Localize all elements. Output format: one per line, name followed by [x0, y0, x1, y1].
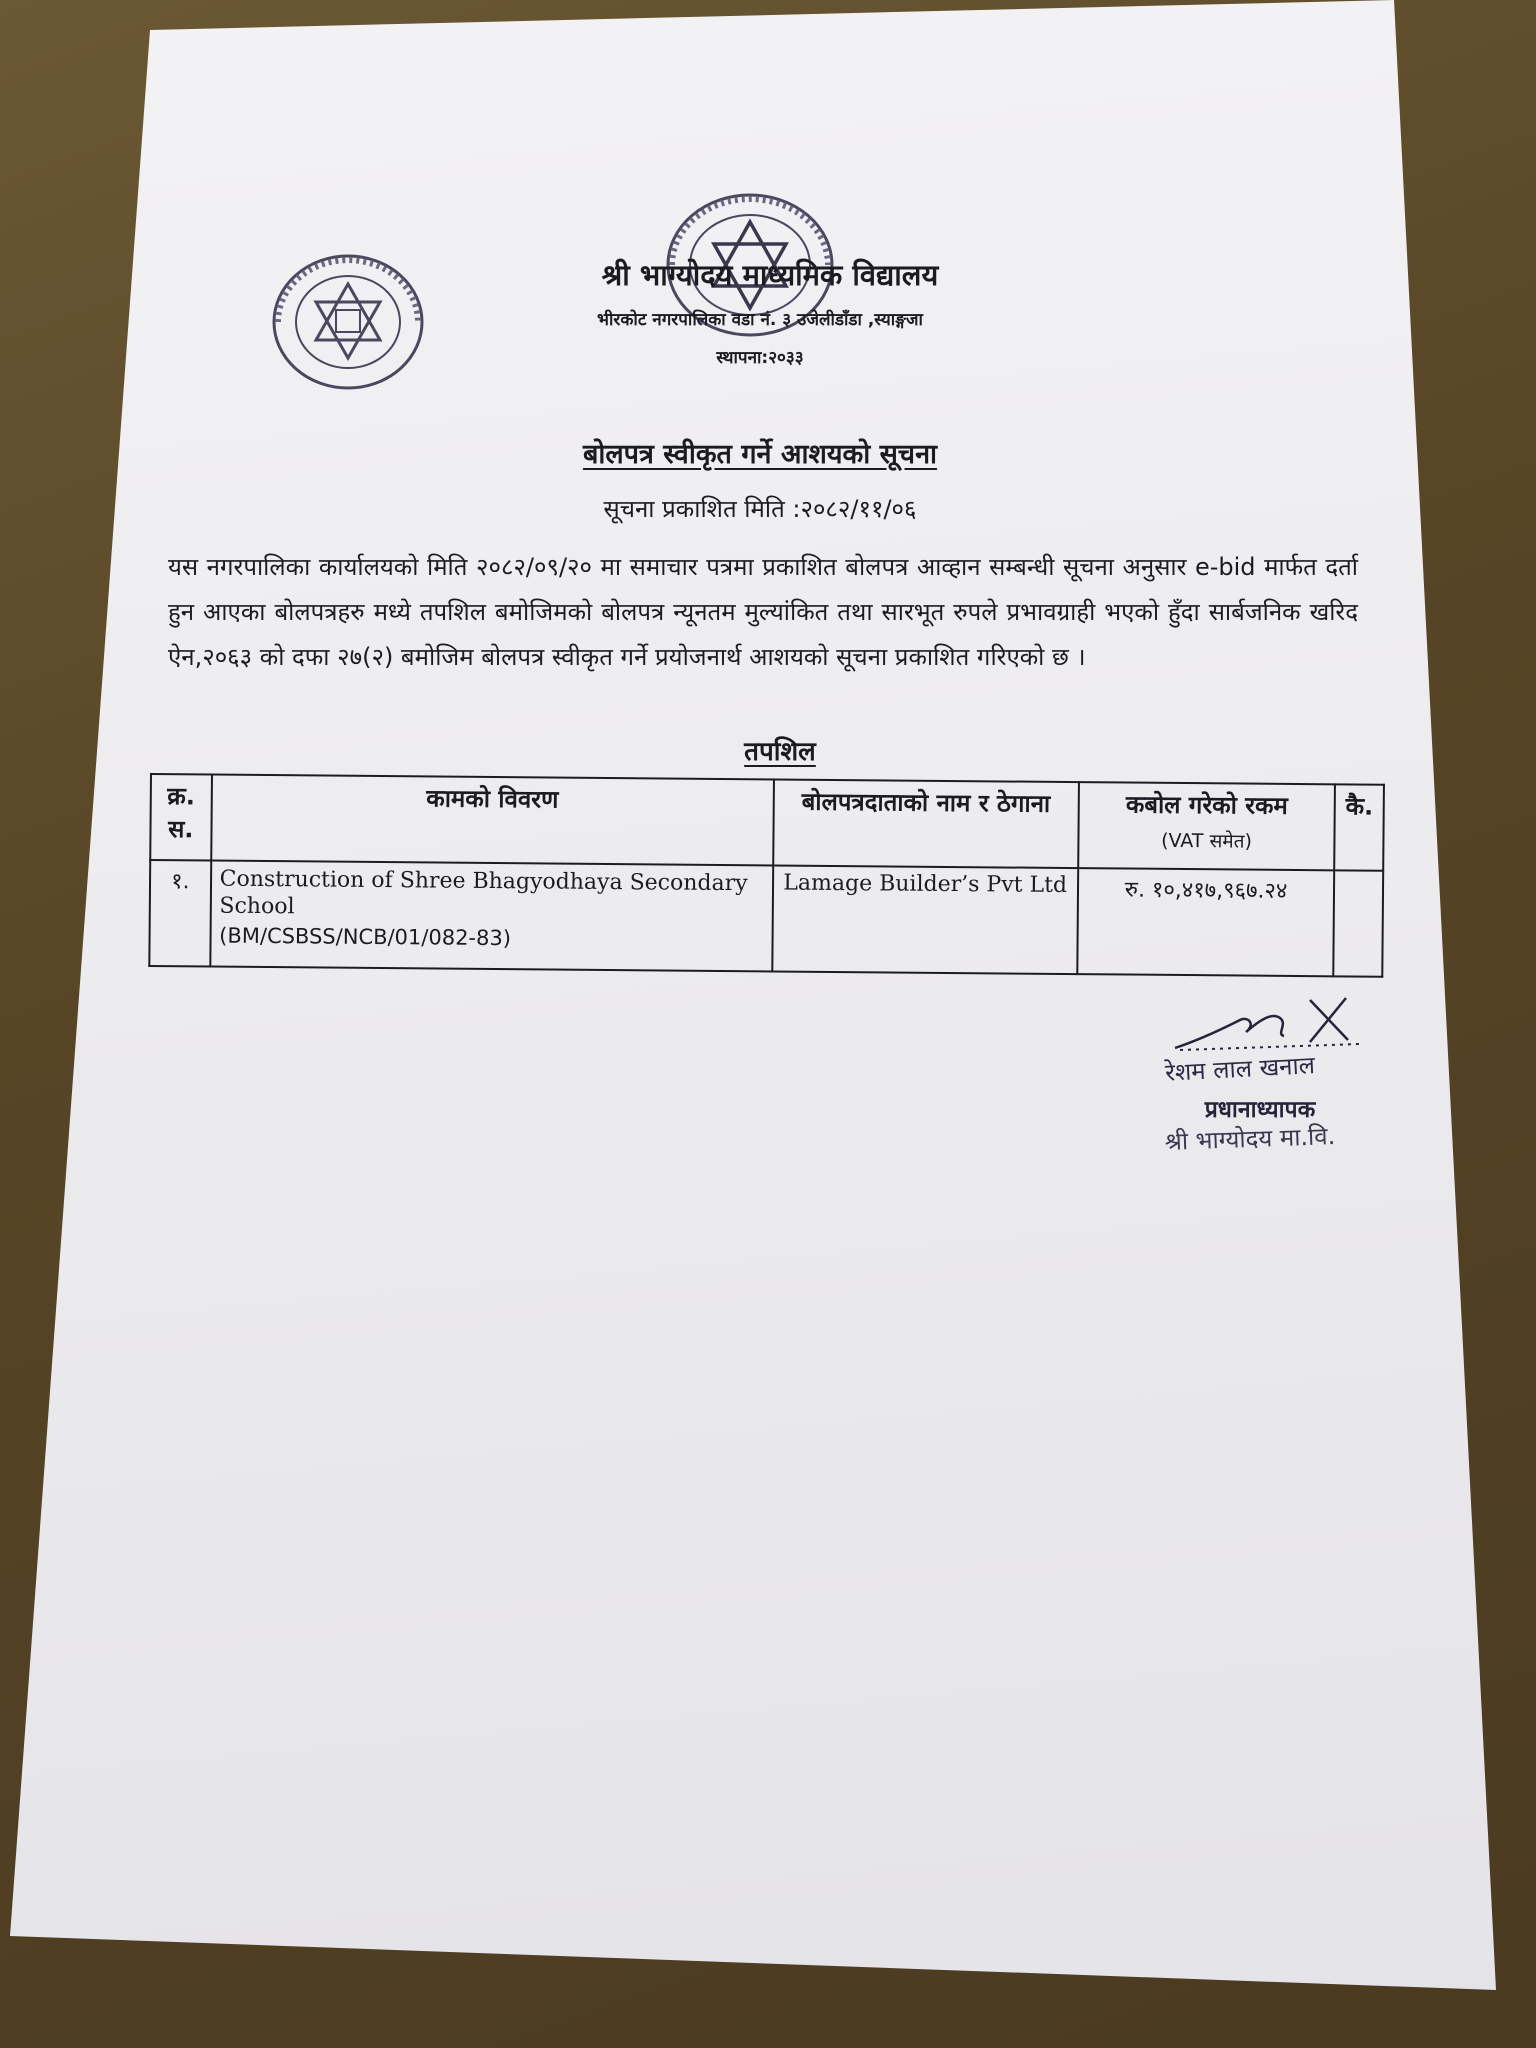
- header-amount-label: कबोल गरेको रकम: [1125, 790, 1288, 820]
- published-date: सूचना प्रकाशित मिति :२०८२/११/०६: [603, 495, 917, 523]
- header-amount-sub: (VAT समेत): [1161, 829, 1253, 853]
- table-title-text: तपशिल: [744, 737, 816, 767]
- bid-details-table: [148, 773, 1385, 978]
- notice-title-text: बोलपत्र स्वीकृत गर्ने आशयको सूचना: [582, 439, 938, 470]
- header-remarks: कै.: [1335, 784, 1384, 870]
- row-remarks: [1334, 870, 1383, 976]
- row-bidder: Lamage Builder’s Pvt Ltd: [772, 865, 1078, 974]
- school-address: भीरकोट नगरपालिका वडा नं. ३ उजेलीडाँडा ,स्याङ्गजा: [597, 310, 923, 330]
- signatory-title: प्रधानाध्यापक: [1204, 1097, 1316, 1123]
- school-seal-left: [268, 252, 428, 392]
- school-established: स्थापना:२०३३: [716, 348, 804, 368]
- table-header-row: [150, 774, 1384, 871]
- table-title: [640, 732, 920, 768]
- notice-title: [480, 434, 1040, 471]
- row-amount: रु. १०,४१७,९६७.२४: [1077, 868, 1335, 976]
- row-work-description: Construction of Shree Bhagyodhaya Secondary School: [219, 866, 748, 920]
- header-sn: क्र. स.: [150, 774, 211, 861]
- row-work: [210, 861, 773, 972]
- table-row: [149, 860, 1383, 977]
- notice-body: यस नगरपालिका कार्यालयको मिति २०८२/०९/२० मा समाचार पत्रमा प्रकाशित बोलपत्र आव्हान सम्बन्धी सूचना अनुसार e-bid मार्फत दर्ता हुन आएका बोलपत्रहरु मध्ये तपशिल बमोजिमको बोलपत्र न्यूनतम मुल्यांकित तथा सारभूत रुपले प्रभावग्राही भएको हुँदा सार्बजनिक खरिद ऐन,२०६३ को दफा २७(२) बमोजिम बोलपत्र स्वीकृत गर्ने प्रयोजनार्थ आशयको सूचना प्रकाशित गरिएको छ ।: [168, 553, 1358, 671]
- signatory-school: श्री भाग्योदय मा.वि.: [1164, 1122, 1336, 1156]
- row-sn: १.: [149, 860, 211, 967]
- school-name: श्री भाग्योदय माध्यमिक विद्यालय: [601, 258, 939, 292]
- header-amount: [1078, 782, 1335, 870]
- header-work: कामको विवरण: [211, 775, 774, 866]
- header-bidder: बोलपत्रदाताको नाम र ठेगाना: [773, 779, 1079, 868]
- signatory-name: रेशम लाल खनाल: [1164, 1051, 1316, 1087]
- row-work-reference: (BM/CSBSS/NCB/01/082-83): [219, 923, 512, 951]
